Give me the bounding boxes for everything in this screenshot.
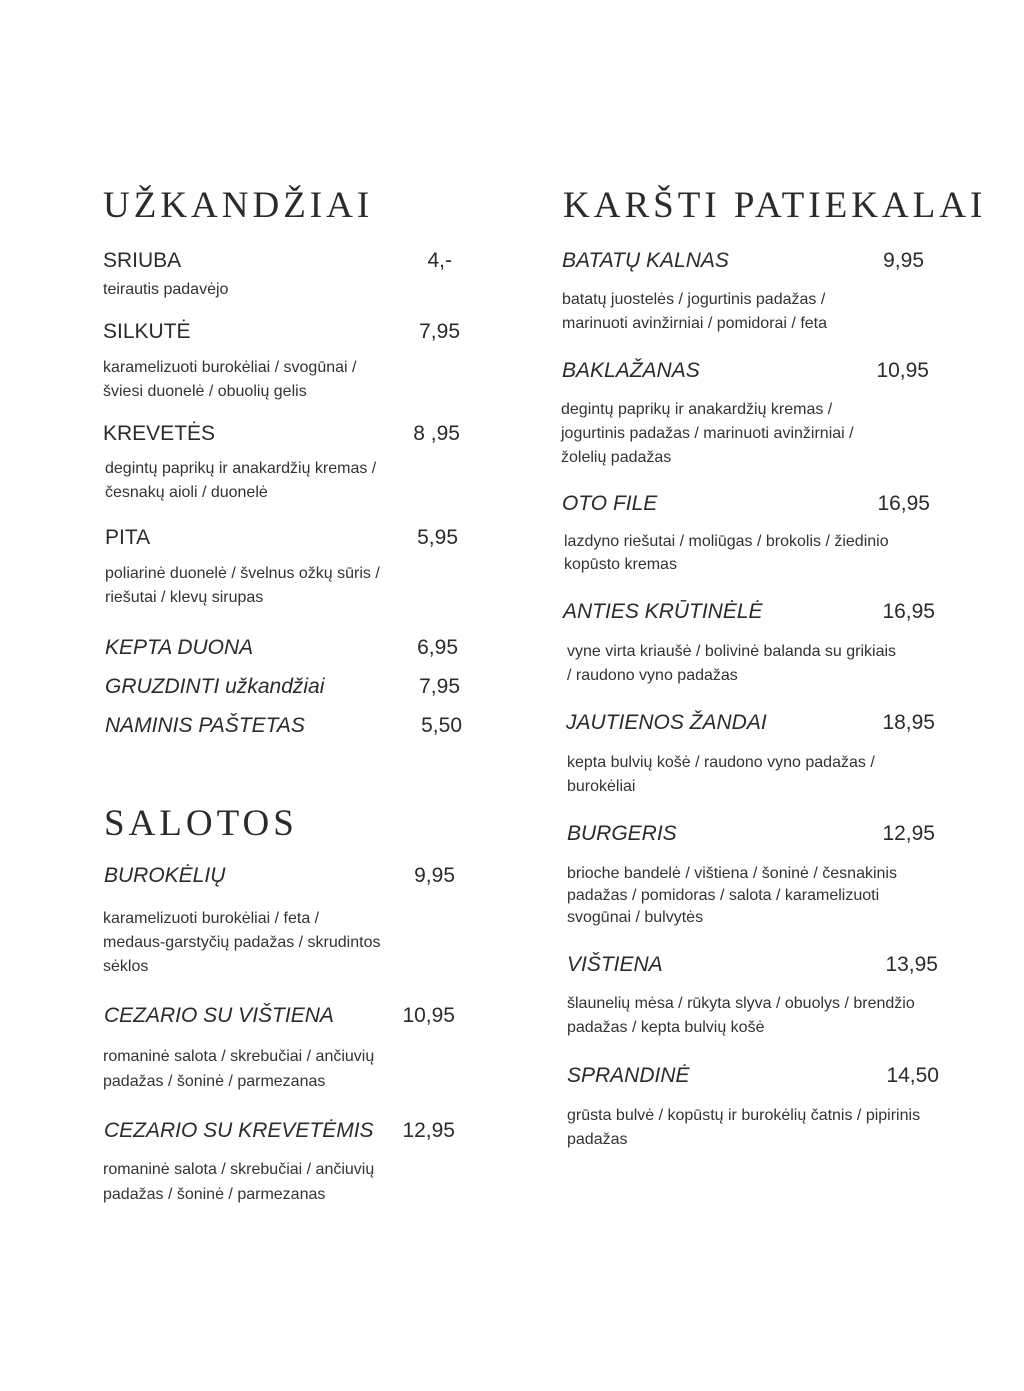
dish-desc-burgeris-line2: padažas / pomidoras / salota / karamelizuoti bbox=[567, 887, 880, 904]
dish-desc-oto-file-line2: kopūsto kremas bbox=[564, 556, 677, 573]
dish-price-sprandine: 14,50 bbox=[886, 1064, 939, 1087]
dish-desc-cezario-vistiena-line2: padažas / šoninė / parmezanas bbox=[103, 1073, 326, 1090]
dish-desc-burgeris-line3: svogūnai / bulvytės bbox=[567, 909, 704, 926]
dish-name-anties-krutinele: ANTIES KRŪTINĖLĖ bbox=[563, 600, 763, 623]
dish-desc-jautienos-zandai-line1: kepta bulvių košė / raudono vyno padažas / bbox=[567, 754, 875, 771]
dish-desc-cezario-krevetemis-line2: padažas / šoninė / parmezanas bbox=[103, 1186, 326, 1203]
dish-desc-sriuba: teirautis padavėjo bbox=[103, 281, 229, 298]
dish-name-oto-file: OTO FILE bbox=[562, 492, 658, 515]
dish-name-sprandine: SPRANDINĖ bbox=[567, 1064, 690, 1087]
dish-desc-batatu-kalnas-line2: marinuoti avinžirniai / pomidorai / feta bbox=[562, 315, 828, 332]
dish-desc-baklazanas-line3: žolelių padažas bbox=[561, 449, 672, 466]
dish-desc-silkute-line1: karamelizuoti burokėliai / svogūnai / bbox=[103, 359, 357, 376]
dish-price-cezario-vistiena: 10,95 bbox=[402, 1004, 455, 1027]
dish-name-jautienos-zandai: JAUTIENOS ŽANDAI bbox=[566, 711, 767, 734]
dish-price-pita: 5,95 bbox=[417, 526, 458, 549]
dish-price-burgeris: 12,95 bbox=[882, 822, 935, 845]
dish-price-gruzdinti: 7,95 bbox=[419, 675, 460, 698]
dish-desc-cezario-krevetemis-line1: romaninė salota / skrebučiai / ančiuvių bbox=[103, 1161, 375, 1178]
dish-desc-oto-file-line1: lazdyno riešutai / moliūgas / brokolis / žiedinio bbox=[564, 533, 889, 550]
dish-price-vistiena: 13,95 bbox=[885, 953, 938, 976]
dish-price-sriuba: 4,- bbox=[427, 249, 452, 272]
dish-name-gruzdinti: GRUZDINTI užkandžiai bbox=[105, 675, 325, 698]
dish-desc-anties-krutinele-line1: vyne virta kriaušė / bolivinė balanda su grikiais bbox=[567, 643, 897, 660]
dish-desc-silkute-line2: šviesi duonelė / obuolių gelis bbox=[103, 383, 307, 400]
dish-name-naminis-pastetas: NAMINIS PAŠTETAS bbox=[105, 714, 305, 737]
dish-name-baklazanas: BAKLAŽANAS bbox=[562, 359, 700, 382]
dish-desc-krevetes-line2: česnakų aioli / duonelė bbox=[105, 484, 268, 501]
dish-desc-burgeris-line1: brioche bandelė / vištiena / šoninė / česnakinis bbox=[567, 865, 897, 882]
dish-name-kepta-duona: KEPTA DUONA bbox=[105, 636, 254, 659]
dish-name-cezario-vistiena: CEZARIO SU VIŠTIENA bbox=[104, 1004, 334, 1027]
dish-desc-pita-line1: poliarinė duonelė / švelnus ožkų sūris / bbox=[105, 565, 380, 582]
section-heading-uzkandziai: UŽKANDŽIAI bbox=[103, 185, 374, 226]
section-heading-salotos: SALOTOS bbox=[104, 803, 298, 844]
dish-name-batatu-kalnas: BATATŲ KALNAS bbox=[562, 249, 729, 272]
dish-name-pita: PITA bbox=[105, 526, 151, 549]
dish-price-burokeliu: 9,95 bbox=[414, 864, 455, 887]
dish-price-silkute: 7,95 bbox=[419, 320, 460, 343]
dish-name-sriuba: SRIUBA bbox=[103, 249, 182, 272]
dish-desc-anties-krutinele-line2: / raudono vyno padažas bbox=[567, 667, 738, 684]
dish-price-naminis-pastetas: 5,50 bbox=[421, 714, 462, 737]
dish-desc-sprandine-line1: grūsta bulvė / kopūstų ir burokėlių čatnis / pipirinis bbox=[567, 1107, 921, 1124]
dish-desc-jautienos-zandai-line2: burokėliai bbox=[567, 778, 636, 795]
dish-price-krevetes: 8 ,95 bbox=[413, 422, 460, 445]
dish-desc-cezario-vistiena-line1: romaninė salota / skrebučiai / ančiuvių bbox=[103, 1048, 375, 1065]
dish-desc-vistiena-line2: padažas / kepta bulvių košė bbox=[567, 1019, 765, 1036]
dish-name-krevetes: KREVETĖS bbox=[103, 422, 216, 445]
dish-desc-vistiena-line1: šlaunelių mėsa / rūkyta slyva / obuolys / brendžio bbox=[567, 995, 915, 1012]
dish-desc-baklazanas-line1: degintų paprikų ir anakardžių kremas / bbox=[561, 401, 833, 418]
dish-price-cezario-krevetemis: 12,95 bbox=[402, 1119, 455, 1142]
dish-desc-krevetes-line1: degintų paprikų ir anakardžių kremas / bbox=[105, 460, 377, 477]
dish-name-cezario-krevetemis: CEZARIO SU KREVETĖMIS bbox=[104, 1119, 374, 1142]
dish-desc-sprandine-line2: padažas bbox=[567, 1131, 628, 1148]
dish-name-burokeliu: BUROKĖLIŲ bbox=[104, 864, 226, 887]
dish-price-jautienos-zandai: 18,95 bbox=[882, 711, 935, 734]
dish-name-burgeris: BURGERIS bbox=[567, 822, 677, 845]
dish-desc-burokeliu-line2: medaus-garstyčių padažas / skrudintos bbox=[103, 934, 381, 951]
dish-name-vistiena: VIŠTIENA bbox=[567, 953, 663, 976]
dish-desc-baklazanas-line2: jogurtinis padažas / marinuoti avinžirniai / bbox=[561, 425, 854, 442]
dish-price-oto-file: 16,95 bbox=[877, 492, 930, 515]
dish-desc-batatu-kalnas-line1: batatų juostelės / jogurtinis padažas / bbox=[562, 291, 826, 308]
dish-desc-burokeliu-line1: karamelizuoti burokėliai / feta / bbox=[103, 910, 320, 927]
dish-price-baklazanas: 10,95 bbox=[876, 359, 929, 382]
section-heading-karsti-patiekalai: KARŠTI PATIEKALAI bbox=[563, 185, 987, 226]
dish-price-batatu-kalnas: 9,95 bbox=[883, 249, 924, 272]
dish-price-kepta-duona: 6,95 bbox=[417, 636, 458, 659]
dish-desc-burokeliu-line3: sėklos bbox=[103, 958, 149, 975]
dish-price-anties-krutinele: 16,95 bbox=[882, 600, 935, 623]
dish-desc-pita-line2: riešutai / klevų sirupas bbox=[105, 589, 264, 606]
dish-name-silkute: SILKUTĖ bbox=[103, 320, 191, 343]
